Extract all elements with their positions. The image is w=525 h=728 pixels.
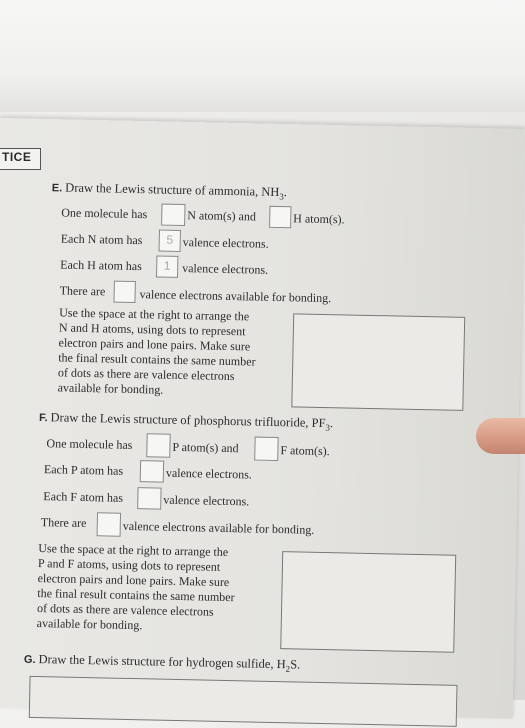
f-line4-suffix: valence electrons available for bonding. [122,518,315,537]
e-line1-middle: N atom(s) and [187,208,257,224]
e-instruction-line: N and H atoms, using dots to represent [58,320,246,339]
section-g-letter: G. [23,653,36,667]
e-instruction-line: available for bonding. [57,380,164,397]
f-f-atom-count-box[interactable] [254,437,278,461]
g-drawing-area[interactable] [29,676,458,727]
f-line1-prefix: One molecule has [46,436,133,452]
section-g-title-end: S. [290,657,301,672]
f-instruction-line: available for bonding. [36,616,143,633]
f-line1-suffix: F atom(s). [280,443,330,459]
section-f-title-text: Draw the Lewis structure of phosphorus trifluoride, PF [50,410,326,431]
e-line3-suffix: valence electrons. [182,260,269,277]
f-instruction-line: electron pairs and lone pairs. Make sure [37,571,230,590]
finger-photo-overlay [476,418,525,454]
f-line1-middle: P atom(s) and [172,439,239,456]
section-f-letter: F. [38,412,48,425]
e-line1-prefix: One molecule has [61,205,148,222]
f-line2-prefix: Each P atom has [43,462,124,478]
e-line2-suffix: valence electrons. [182,235,269,251]
e-instruction-line: Use the space at the right to arrange the [59,305,250,324]
e-instructions [57,305,299,400]
f-line2-suffix: valence electrons. [165,465,252,482]
f-line3-suffix: valence electrons. [163,492,250,509]
section-f-title: F. Draw the Lewis structure of phosphorus trifluoride, $PF_3$. [38,410,334,433]
e-instruction-line: the final result contains the same number [58,350,256,369]
f-instruction-line: the final result contains the same number [37,586,235,605]
e-h-valence-box[interactable]: 1 [156,255,178,277]
f-p-atom-count-box[interactable] [146,433,170,457]
e-h-atom-count-box[interactable] [269,206,291,228]
e-instruction-line: electron pairs and lone pairs. Make sure [58,335,251,354]
section-e-title-text: Draw the Lewis structure of ammonia, NH [65,180,280,200]
f-drawing-area[interactable] [280,551,456,653]
e-line1-suffix: H atom(s). [293,211,345,227]
section-e-title: E. Draw the Lewis structure of ammonia, $NH_3$. [51,180,288,202]
e-instruction-line: of dots as there are valence electrons [57,365,235,384]
e-line2-prefix: Each N atom has [60,231,143,248]
f-total-valence-box[interactable] [97,512,121,536]
f-instruction-line: P and F atoms, using dots to represent [37,556,221,574]
f-instruction-line: Use the space at the right to arrange the [38,541,229,560]
e-line4-prefix: There are [59,283,106,299]
section-e-letter: E. [51,182,63,195]
section-e-title-subscript: 3 [279,191,284,202]
section-g-title-text: Draw the Lewis structure for hydrogen sulfide, H [38,652,286,672]
f-p-valence-box[interactable] [140,460,164,482]
section-f-title-subscript: 3 [325,422,330,433]
f-instruction-line: of dots as there are valence electrons [36,601,214,619]
e-line3-prefix: Each H atom has [60,257,143,274]
e-n-atom-count-box[interactable] [161,204,185,226]
e-line4-suffix: valence electrons available for bonding. [139,287,332,306]
f-f-valence-box[interactable] [137,487,161,509]
header-label: TICE [2,150,32,164]
section-g-title-subscript: 2 [285,663,291,674]
f-line4-prefix: There are [40,515,87,531]
e-n-valence-box[interactable]: 5 [159,230,181,252]
e-total-valence-box[interactable] [113,281,135,303]
e-drawing-area[interactable] [291,313,465,411]
f-line3-prefix: Each F atom has [43,489,124,505]
section-g-title [24,652,301,674]
f-instructions [37,541,279,636]
